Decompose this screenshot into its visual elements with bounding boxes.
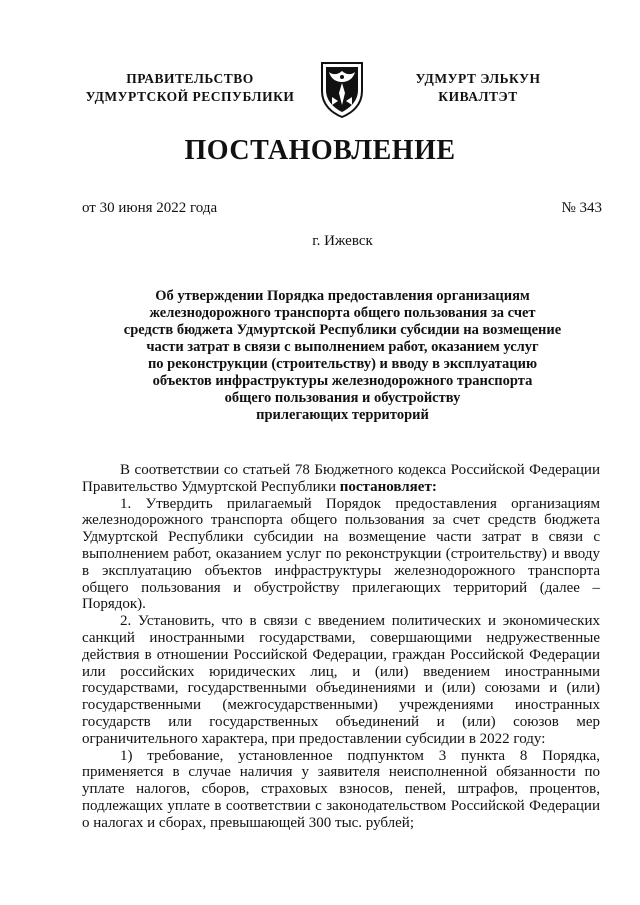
document-date: от 30 июня 2022 года	[82, 200, 218, 216]
coat-of-arms-icon	[318, 57, 366, 119]
subject-line: объектов инфраструктуры железнодорожного транспорта	[152, 373, 533, 389]
issuer-udmurt-line2: КИВАЛТЭТ	[438, 89, 518, 104]
subject-line: средств бюджета Удмуртской Республики субсидии на возмещение	[123, 322, 562, 338]
subject-line: Об утверждении Порядка предоставления организациям	[155, 288, 530, 304]
subject-line: прилегающих территорий	[256, 407, 429, 423]
document-subject	[120, 288, 565, 424]
issuer-russian-line1: ПРАВИТЕЛЬСТВО	[126, 71, 254, 86]
issuer-udmurt	[378, 70, 578, 106]
subject-line: части затрат в связи с выполнением работ, оказанием услуг	[146, 339, 539, 355]
document-body	[82, 462, 600, 832]
preamble-text: В соответствии со статьей 78 Бюджетного кодекса Российской Федерации Правительство Удмуртской Республики	[82, 462, 600, 495]
document-number: № 343	[561, 200, 602, 216]
subject-line: железнодорожного транспорта общего пользования за счет	[149, 305, 536, 321]
subject-line: общего пользования и обустройству	[224, 390, 461, 406]
document-city: г. Ижевск	[312, 233, 373, 249]
preamble-colon: :	[431, 478, 437, 495]
issuer-russian-line2: УДМУРТСКОЙ РЕСПУБЛИКИ	[85, 89, 295, 104]
body-paragraph: 1. Утвердить прилагаемый Порядок предоставления организациям железнодорожного транспорта общего пользования за счет средств бюджета Удмуртской Республики субсидии на возмещение части затрат в связи с выполнением работ, оказанием услуг по реконструкции (строительству) и вводу в эксплуатацию объектов инфраструктуры железнодорожного транспорта общего пользования и обустройству прилегающих территорий (далее – Порядок).	[82, 495, 600, 613]
document-title: ПОСТАНОВЛЕНИЕ	[184, 135, 456, 166]
body-paragraph: 2. Установить, что в связи с введением политических и экономических санкций иностранными государствами, совершающими недружественные действия в отношении Российской Федерации, граждан Российской Федерации или российских юридических лиц, и (или) введением иностранными государствами, государственными объединениями и (или) союзами и (или) государственными (межгосударственными) учреждениями иностранных государств или государственных объединений и (или) союзов мер ограничительного характера, при предоставлении субсидии в 2022 году:	[82, 613, 600, 747]
subject-line: по реконструкции (строительству) и вводу в эксплуатацию	[147, 356, 538, 372]
preamble-resolution-word: постановляет	[339, 478, 432, 495]
preamble-paragraph	[82, 462, 600, 496]
body-paragraph: 1) требование, установленное подпунктом 3 пункта 8 Порядка, применяется в случае наличия у заявителя неисполненной обязанности по уплате налогов, сборов, страховых взносов, пеней, штрафов, процентов, подлежащих уплате в соответствии с законодательством Российской Федерации о налогах и сборах, превышающей 300 тыс. рублей;	[82, 747, 600, 831]
issuer-russian	[60, 70, 320, 106]
issuer-udmurt-line1: УДМУРТ ЭЛЬКУН	[415, 71, 541, 86]
